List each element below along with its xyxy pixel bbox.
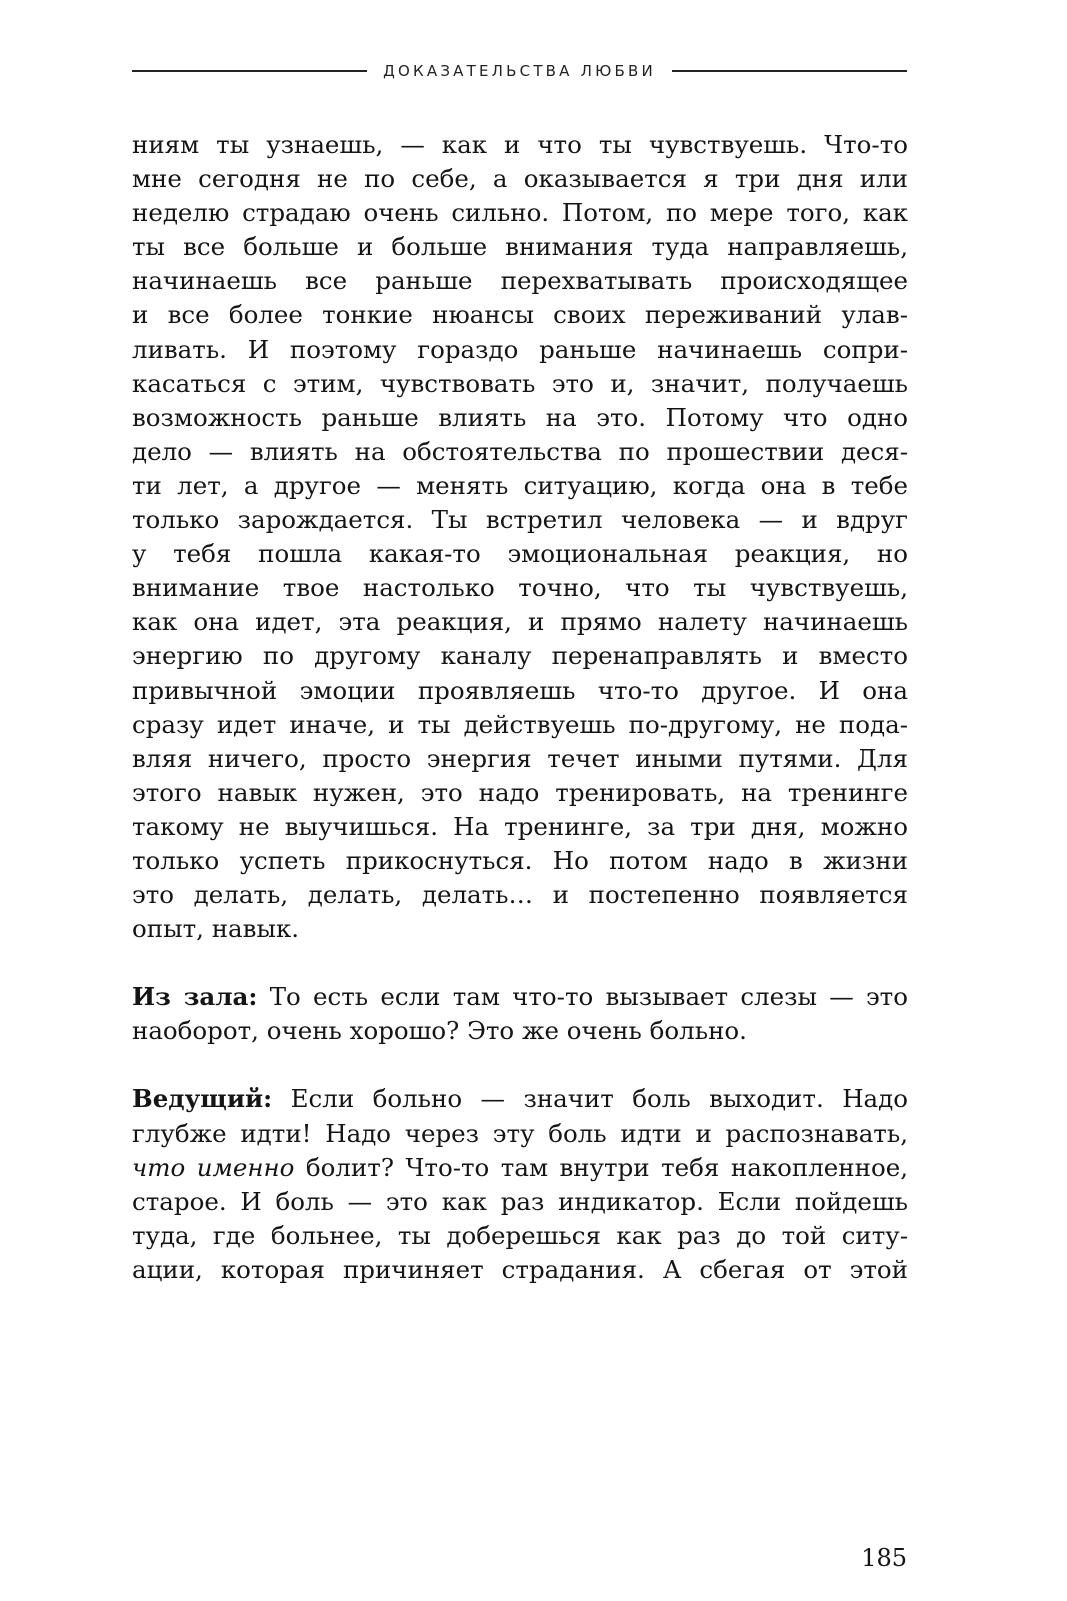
text-line: туда, где больнее, ты доберешься как раз до той ситу-: [132, 1220, 908, 1250]
paragraph-gap: [132, 946, 908, 980]
running-header: [132, 62, 907, 80]
text-line: возможность раньше влиять на это. Потому что одно: [132, 402, 908, 432]
text-line: [132, 980, 908, 1014]
text-line: энергию по другому каналу перенаправлять и вместо: [132, 641, 908, 671]
text-line: неделю страдаю очень сильно. Потом, по мере того, как: [132, 198, 908, 228]
text-line: только успеть прикоснуться. Но потом надо в жизни: [132, 845, 908, 875]
text-line: [132, 1151, 908, 1185]
body-text: [132, 128, 908, 1287]
speaker-label: Из зала:: [132, 982, 258, 1012]
text-line: это делать, делать, делать… и постепенно появляется: [132, 880, 908, 910]
text-line: старое. И боль — это как раз индикатор. Если пойдешь: [132, 1186, 908, 1216]
paragraph-2: [132, 980, 908, 1048]
text-line: только зарождается. Ты встретил человека — и вдруг: [132, 505, 908, 535]
text-line: как она идет, эта реакция, и прямо налету начинаешь: [132, 607, 908, 637]
text-line: глубже идти! Надо через эту боль идти и распознавать,: [132, 1118, 908, 1148]
speaker-label: Ведущий:: [132, 1084, 273, 1114]
paragraph-3: [132, 1082, 908, 1287]
text-line: начинаешь все раньше перехватывать происходящее: [132, 266, 908, 296]
text-line: у тебя пошла какая-то эмоциональная реакция, но: [132, 539, 908, 569]
header-rule-right: [672, 70, 907, 72]
paragraph-gap: [132, 1048, 908, 1082]
text-line: ниям ты узнаешь, — как и что ты чувствуешь. Что-то: [132, 130, 908, 159]
text-line: ты все больше и больше внимания туда направляешь,: [132, 232, 908, 262]
text-line: такому не выучишься. На тренинге, за три дня, можно: [132, 811, 908, 841]
text-line: [132, 1082, 908, 1116]
text-line: этого навык нужен, это надо тренировать, на тренинге: [132, 777, 908, 807]
text-line: ливать. И поэтому гораздо раньше начинаешь сопри-: [132, 334, 908, 364]
text-line: и все более тонкие нюансы своих переживаний улав-: [132, 300, 908, 330]
text-line: ации, которая причиняет страдания. А сбегая от этой: [132, 1254, 908, 1284]
text-line: внимание твое настолько точно, что ты чувствуешь,: [132, 573, 908, 603]
page-number: 185: [861, 1544, 907, 1572]
text-line: наоборот, очень хорошо? Это же очень больно.: [132, 1016, 747, 1046]
running-title: ДОКАЗАТЕЛЬСТВА ЛЮБВИ: [383, 62, 656, 80]
line-text: То есть если там что-то вызывает слезы — это: [257, 982, 908, 1012]
line-text: болит? Что-то там внутри тебя накопленное,: [294, 1152, 908, 1182]
text-line: вляя ничего, просто энергия течет иными путями. Для: [132, 743, 908, 773]
emphasis-text: что именно: [132, 1152, 295, 1182]
text-line: ти лет, а другое — менять ситуацию, когда она в тебе: [132, 470, 908, 500]
line-text: Если больно — значит боль выходит. Надо: [272, 1084, 908, 1114]
paragraph-1: [132, 128, 908, 946]
text-line: сразу идет иначе, и ты действуешь по-другому, не пода-: [132, 709, 908, 739]
text-line: касаться с этим, чувствовать это и, значит, получаешь: [132, 368, 908, 398]
text-line: опыт, навык.: [132, 914, 300, 944]
text-line: дело — влиять на обстоятельства по прошествии деся-: [132, 436, 908, 466]
header-rule-left: [132, 70, 367, 72]
text-line: привычной эмоции проявляешь что-то другое. И она: [132, 675, 908, 705]
text-line: мне сегодня не по себе, а оказывается я три дня или: [132, 164, 908, 194]
